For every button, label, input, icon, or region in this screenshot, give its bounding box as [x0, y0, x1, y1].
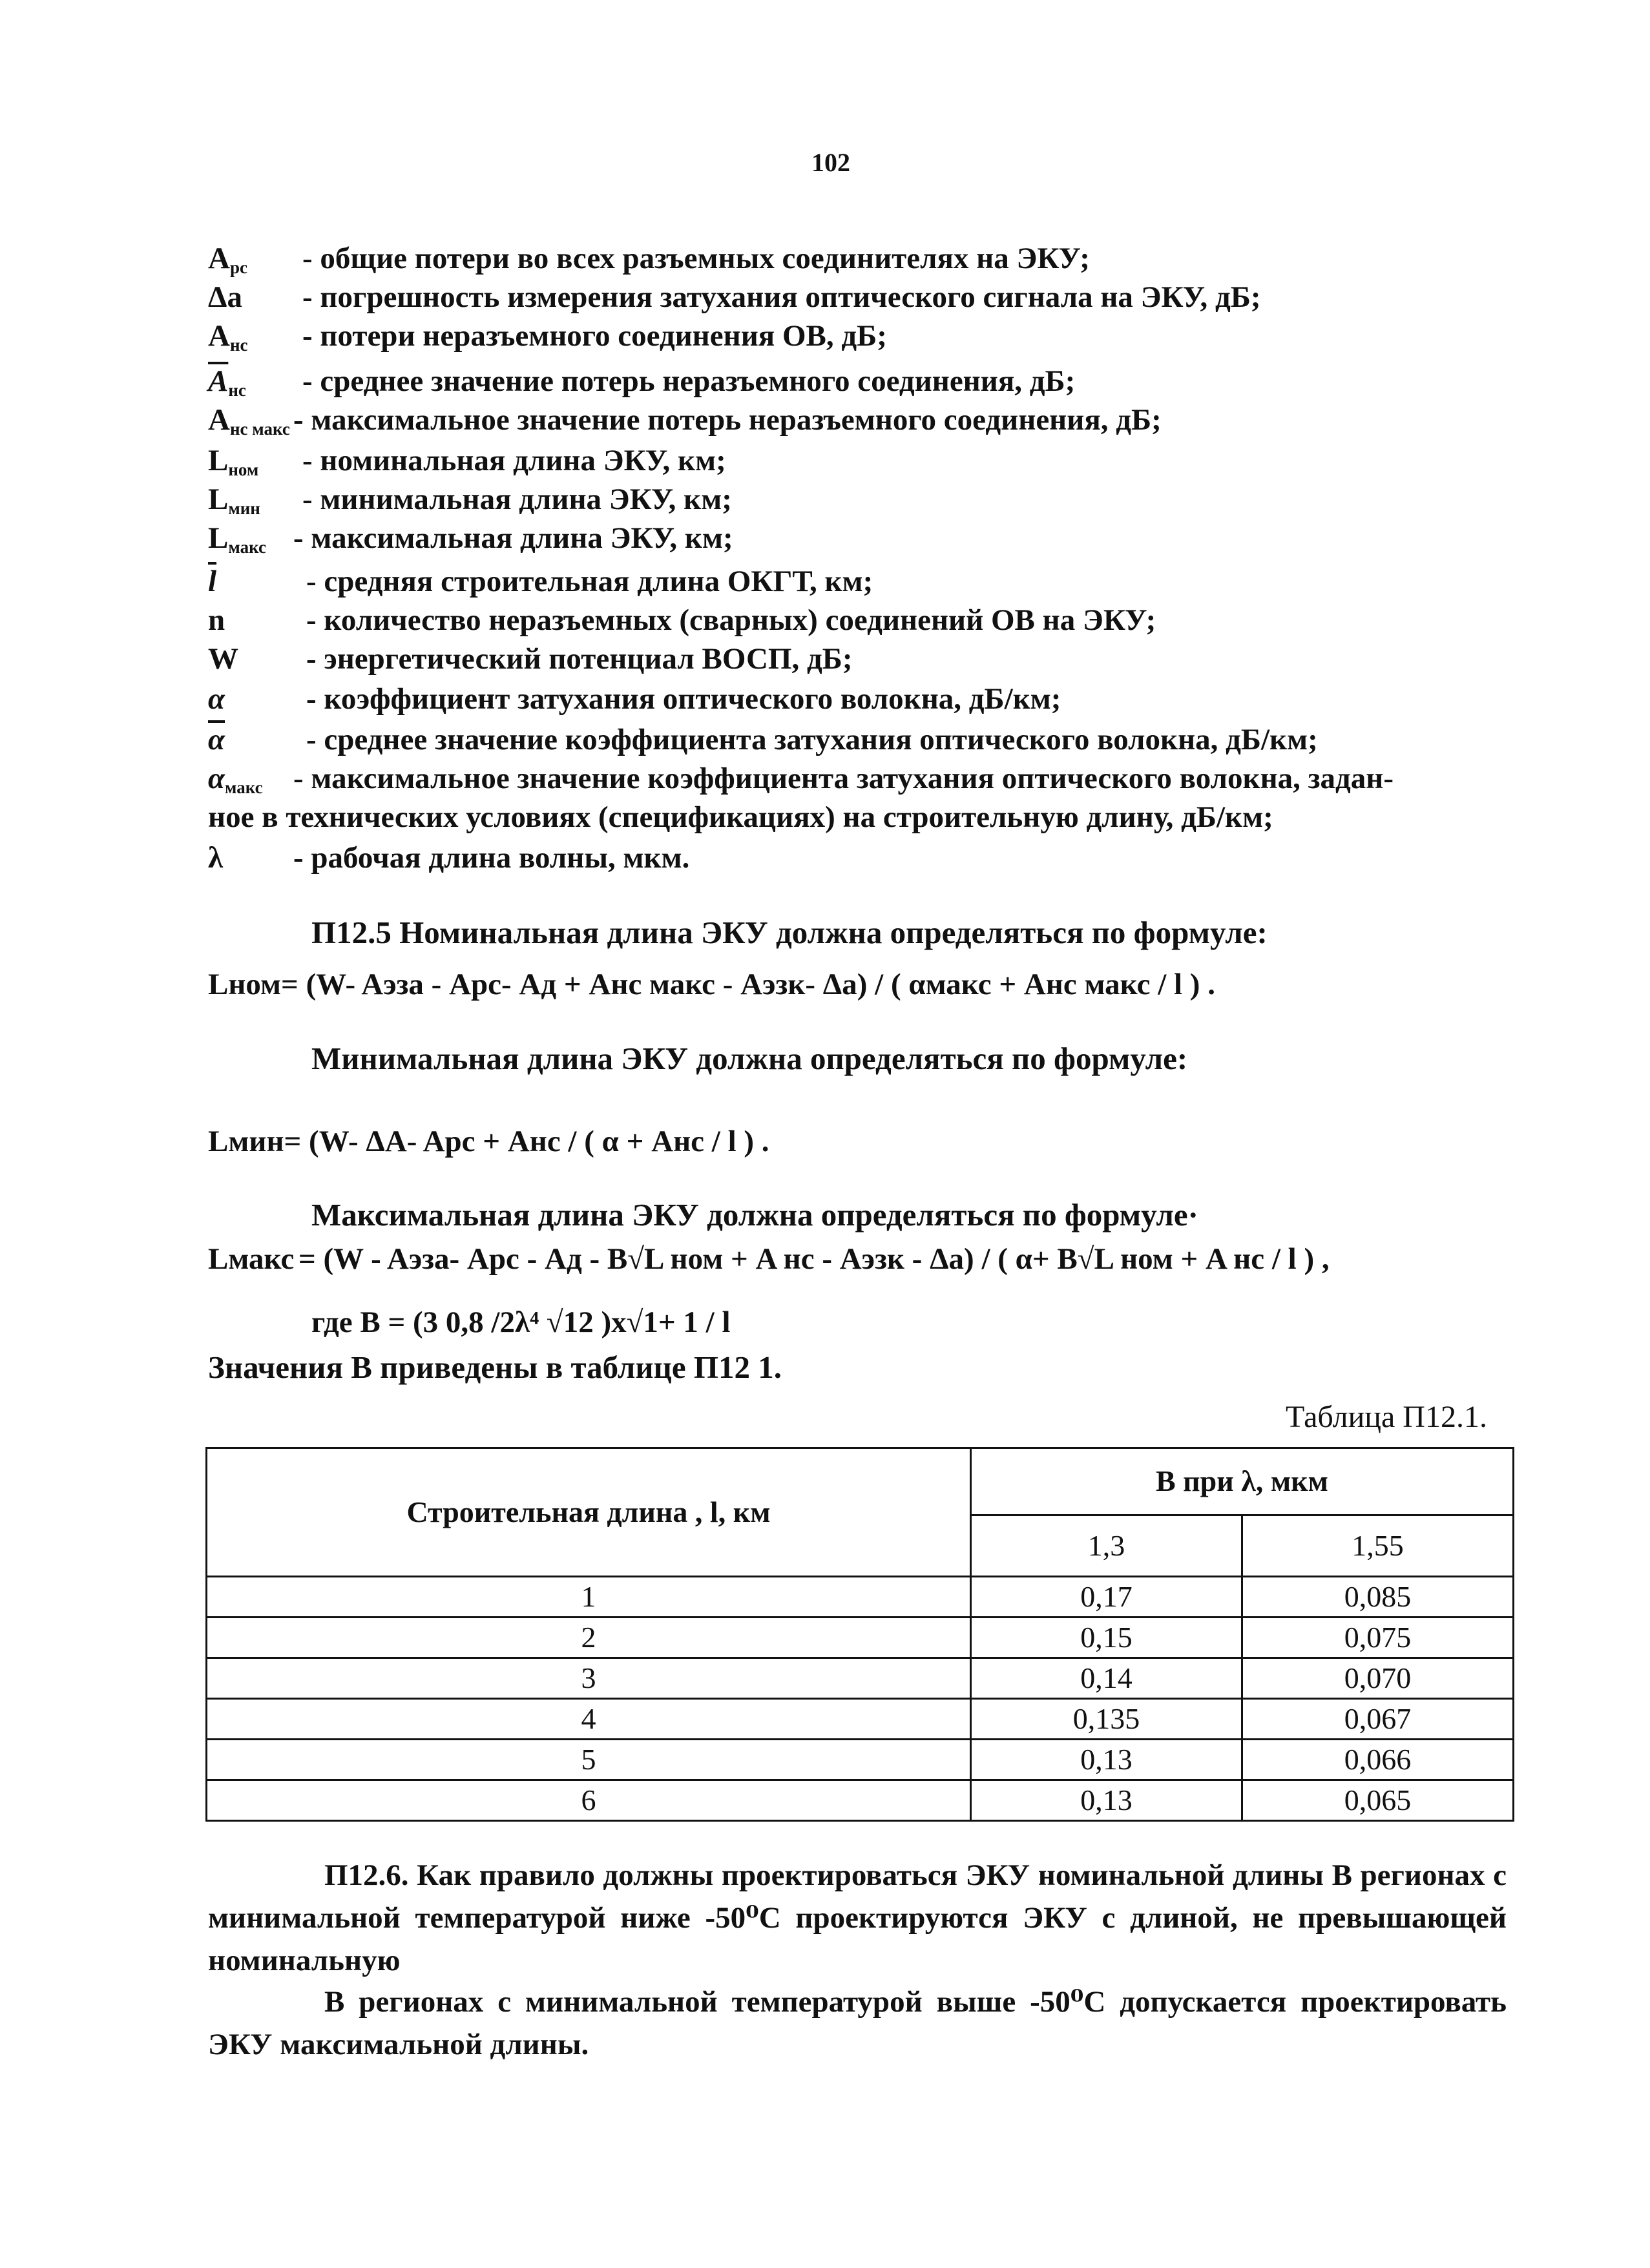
symbol-main: λ	[208, 841, 224, 875]
p12-7-paragraph: В регионах с минимальной температурой выше -50⁰С допускается проектировать ЭКУ максимальной длины.	[208, 1985, 1507, 2061]
definition-symbol	[208, 562, 216, 601]
definition-symbol	[208, 278, 242, 317]
cell-b-1-55: 0,066	[1242, 1740, 1513, 1780]
page-number: 102	[811, 148, 850, 177]
definition-symbol	[208, 720, 225, 759]
cell-b-1-3: 0,13	[971, 1740, 1242, 1780]
definition-text: - максимальное значение коэффициента затухания оптического волокна, задан-	[293, 762, 1394, 795]
table-row	[207, 1658, 1514, 1699]
formula-max-length: = (W - Aэза- Aрс - Aд - B√L ном + A нс - Aэзк - Δa) / ( α+ B√L ном + A нс / l ) ,	[298, 1242, 1330, 1276]
table-caption: Таблица П12.1.	[1286, 1400, 1487, 1434]
formula-nominal-length: Lном= (W- Aэза - Aрс- Aд + Aнс макс - Aэзк- Δa) / ( αмакс + Aнс макс / l ) .	[208, 968, 1215, 1001]
definition-symbol	[208, 680, 225, 718]
definition-text: - номинальная длина ЭКУ, км;	[302, 444, 726, 477]
p12-5-heading: П12.5 Номинальная длина ЭКУ должна определяться по формуле:	[311, 915, 1268, 950]
cell-length: 5	[207, 1740, 971, 1780]
symbol-main: $\overline{l}$	[208, 565, 217, 598]
definition-symbol	[208, 838, 223, 877]
table-row	[207, 1618, 1514, 1658]
col-header-length: Строительная длина , l, км	[207, 1448, 971, 1577]
symbol-subscript: ном	[228, 460, 259, 479]
cell-length: 4	[207, 1699, 971, 1740]
symbol-main: A	[208, 319, 230, 353]
col-header-b: B при λ, мкм	[971, 1448, 1514, 1515]
table-row	[207, 1577, 1514, 1618]
symbol-main: A	[208, 403, 230, 437]
symbol-main: A	[208, 242, 230, 275]
cell-length: 2	[207, 1618, 971, 1658]
definition-symbol	[208, 640, 238, 678]
definition-text: - потери неразъемного соединения ОВ, дБ;	[302, 319, 887, 353]
symbol-main: $\overline{\alpha}$	[208, 723, 225, 756]
symbol-main: L	[208, 444, 229, 477]
table-row	[207, 1740, 1514, 1780]
cell-b-1-3: 0,15	[971, 1618, 1242, 1658]
p12-6-paragraph: П12.6. Как правило должны проектироваться ЭКУ номинальной длины В регионах с минимальной температурой ниже -50⁰С проектируются ЭКУ с длиной, не превышающей номинальную	[208, 1858, 1507, 1977]
cell-b-1-55: 0,085	[1242, 1577, 1513, 1618]
formula-min-length: Lмин= (W- ΔA- Aрс + Aнс / ( α + Aнс / l ) .	[208, 1125, 769, 1158]
definition-text: - рабочая длина волны, мкм.	[293, 841, 690, 875]
cell-b-1-3: 0,135	[971, 1699, 1242, 1740]
cell-length: 6	[207, 1780, 971, 1821]
values-note: Значения B приведены в таблице П12 1.	[208, 1349, 782, 1385]
definition-text-continued: ное в технических условиях (спецификациях) на строительную длину, дБ/км;	[208, 800, 1273, 834]
table-row	[207, 1780, 1514, 1821]
definition-text: - энергетический потенциал ВОСП, дБ;	[306, 642, 853, 676]
symbol-subscript: нс	[229, 335, 248, 355]
definition-text: - среднее значение коэффициента затухания оптического волокна, дБ/км;	[306, 723, 1318, 756]
symbol-subscript: мин	[228, 499, 260, 518]
cell-b-1-3: 0,14	[971, 1658, 1242, 1699]
symbol-subscript: рс	[229, 258, 247, 277]
b-values-table	[205, 1447, 1514, 1822]
definition-text: - минимальная длина ЭКУ, км;	[302, 483, 732, 516]
cell-b-1-3: 0,13	[971, 1780, 1242, 1821]
formula-b-definition: где B = (3 0,8 /2λ⁴ √12 )x√1+ 1 / l	[311, 1306, 731, 1339]
definition-text: - максимальное значение потерь неразъемного соединения, дБ;	[293, 403, 1162, 437]
definition-text: - количество неразъемных (сварных) соединений ОВ на ЭКУ;	[306, 603, 1156, 637]
symbol-subscript: нс	[228, 380, 246, 400]
definition-text: - коэффициент затухания оптического волокна, дБ/км;	[306, 682, 1061, 716]
symbol-subscript: макс	[228, 537, 266, 557]
cell-b-1-3: 0,17	[971, 1577, 1242, 1618]
definition-symbol	[208, 519, 266, 567]
symbol-main: Δa	[208, 280, 242, 314]
definition-symbol	[208, 317, 248, 364]
definition-text: - среднее значение потерь неразъемного соединения, дБ;	[302, 364, 1076, 398]
definition-text: - погрешность измерения затухания оптического сигнала на ЭКУ, дБ;	[302, 280, 1261, 314]
cell-b-1-55: 0,070	[1242, 1658, 1513, 1699]
symbol-main: $\overline{A}$	[208, 364, 229, 398]
symbol-main: α	[208, 762, 225, 795]
definition-text: - максимальная длина ЭКУ, км;	[293, 521, 733, 555]
cell-length: 3	[207, 1658, 971, 1699]
min-length-heading: Минимальная длина ЭКУ должна определяться по формуле:	[311, 1041, 1188, 1076]
formula-max-label: Lмакс	[208, 1242, 295, 1276]
symbol-subscript: макс	[225, 778, 263, 797]
cell-b-1-55: 0,067	[1242, 1699, 1513, 1740]
cell-b-1-55: 0,065	[1242, 1780, 1513, 1821]
sub-header-1-55: 1,55	[1242, 1515, 1513, 1576]
symbol-main: L	[208, 521, 229, 555]
sub-header-1-3: 1,3	[971, 1515, 1242, 1576]
definition-text: - средняя строительная длина ОКГТ, км;	[306, 565, 873, 598]
symbol-subscript: нс макс	[229, 419, 290, 439]
definition-text: - общие потери во всех разъемных соединителях на ЭКУ;	[302, 242, 1090, 275]
symbol-main: α	[208, 682, 225, 716]
cell-length: 1	[207, 1577, 971, 1618]
cell-b-1-55: 0,075	[1242, 1618, 1513, 1658]
symbol-main: L	[208, 483, 229, 516]
max-length-heading: Максимальная длина ЭКУ должна определяться по формуле·	[311, 1197, 1198, 1233]
symbol-main: W	[208, 642, 238, 676]
table-row	[207, 1699, 1514, 1740]
symbol-main: n	[208, 603, 225, 637]
definition-symbol	[208, 601, 225, 640]
